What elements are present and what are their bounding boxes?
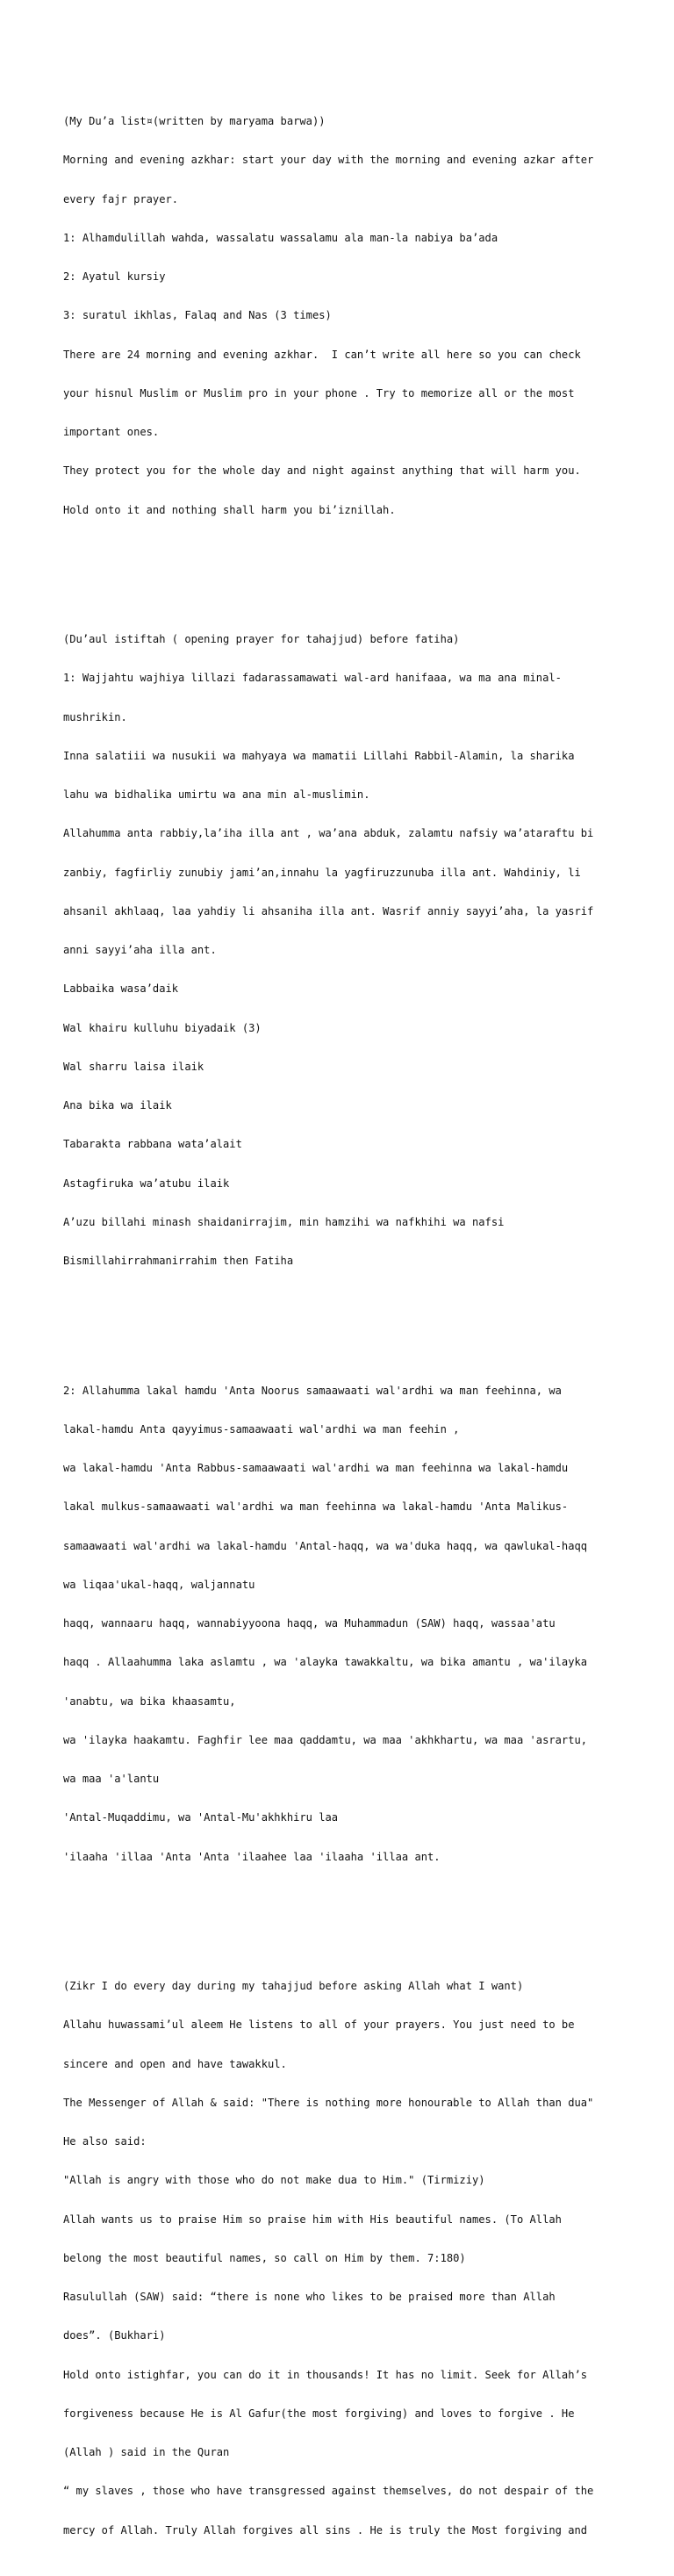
text-line: anni sayyi’aha illa ant. <box>63 944 217 956</box>
text-line: haqq, wannaaru haqq, wannabiyyoona haqq, wa Muhammadun (SAW) haqq, wassaa'atu <box>63 1617 556 1630</box>
text-line: haqq . Allaahumma laka aslamtu , wa 'alayka tawakkaltu, wa bika amantu , wa'ilayka <box>63 1656 588 1669</box>
text-line: Wal sharru laisa ilaik <box>63 1060 204 1073</box>
section-zikr <box>63 1954 616 2563</box>
text-line: Inna salatiii wa nusukii wa mahyaya wa mamatii Lillahi Rabbil-Alamin, la sharika <box>63 749 575 762</box>
text-line: lakal mulkus-samaawaati wal'ardhi wa man feehinna wa lakal-hamdu 'Anta Malikus- <box>63 1500 569 1514</box>
text-line: wa lakal-hamdu 'Anta Rabbus-samaawaati wal'ardhi wa man feehinna wa lakal-hamdu <box>63 1462 569 1474</box>
text-line: Allah wants us to praise Him so praise him with His beautiful names. (To Allah <box>63 2213 562 2226</box>
text-line: Ana bika wa ilaik <box>63 1099 172 1112</box>
text-line: every fajr prayer. <box>63 192 179 205</box>
text-line: 1: Wajjahtu wajhiya lillazi fadarassamawati wal-ard hanifaaa, wa ma ana minal- <box>63 672 562 685</box>
text-line: lahu wa bidhalika umirtu wa ana min al-muslimin. <box>63 788 370 801</box>
text-line: mushrikin. <box>63 710 127 723</box>
text-line: Allahumma anta rabbiy,la’iha illa ant , wa’ana abduk, zalamtu nafsiy wa’ataraftu bi <box>63 827 594 840</box>
text-line: Labbaika wasa’daik <box>63 982 179 996</box>
paragraph-spacer <box>63 1320 616 1333</box>
text-line: Allahu huwassami’ul aleem He listens to all of your prayers. You just need to be <box>63 2018 575 2032</box>
section-allahumma-lakal-hamdu <box>63 1358 616 1889</box>
text-line: A’uzu billahi minash shaidanirrajim, min hamzihi wa nafkhihi wa nafsi <box>63 1215 505 1228</box>
text-line: 'anabtu, wa bika khaasamtu, <box>63 1695 236 1708</box>
text-line: lakal-hamdu Anta qayyimus-samaawaati wal'ardhi wa man feehin , <box>63 1422 460 1436</box>
text-line: forgiveness because He is Al Gafur(the most forgiving) and loves to forgive . He <box>63 2407 575 2420</box>
text-line: 'ilaaha 'illaa 'Anta 'Anta 'ilaahee laa 'ilaaha 'illaa ant. <box>63 1850 441 1863</box>
text-line: Hold onto it and nothing shall harm you bi’iznillah. <box>63 503 396 516</box>
text-line: Rasulullah (SAW) said: “there is none who likes to be praised more than Allah <box>63 2291 556 2303</box>
text-line: important ones. <box>63 426 160 438</box>
text-line: “ my slaves , those who have transgressed against themselves, do not despair of the <box>63 2485 594 2498</box>
text-line: does”. (Bukhari) <box>63 2329 166 2342</box>
text-line: The Messenger of Allah & said: "There is nothing more honourable to Allah than dua" <box>63 2096 594 2109</box>
text-line: 3: suratul ikhlas, Falaq and Nas (3 times) <box>63 309 332 322</box>
text-line: wa maa 'a'lantu <box>63 1773 160 1785</box>
text-line: wa 'ilayka haakamtu. Faghfir lee maa qaddamtu, wa maa 'akhkhartu, wa maa 'asrartu, <box>63 1733 588 1746</box>
document-page <box>63 63 616 2576</box>
text-line: Morning and evening azkhar: start your day with the morning and evening azkar after <box>63 154 594 167</box>
text-line: Wal khairu kulluhu biyadaik (3) <box>63 1021 262 1034</box>
paragraph-spacer <box>63 568 616 581</box>
text-line: samaawaati wal'ardhi wa lakal-hamdu 'Antal-haqq, wa wa'duka haqq, wa qawlukal-haqq <box>63 1539 588 1552</box>
text-line: mercy of Allah. Truly Allah forgives all sins . He is truly the Most forgiving and <box>63 2523 588 2536</box>
text-line: "Allah is angry with those who do not make dua to Him." (Tirmiziy) <box>63 2174 485 2187</box>
section-istiftah <box>63 608 616 1294</box>
text-line: 'Antal-Muqaddimu, wa 'Antal-Mu'akhkhiru laa <box>63 1811 339 1824</box>
text-line: wa liqaa'ukal-haqq, waljannatu <box>63 1578 255 1591</box>
paragraph-spacer <box>63 1915 616 1928</box>
text-line: (Allah ) said in the Quran <box>63 2446 230 2458</box>
text-line: They protect you for the whole day and night against anything that will harm you. <box>63 464 581 478</box>
text-line: (My Du’a list¤(written by maryama barwa)) <box>63 115 326 127</box>
text-line: your hisnul Muslim or Muslim pro in your phone . Try to memorize all or the most <box>63 386 575 399</box>
text-line: (Zikr I do every day during my tahajjud before asking Allah what I want) <box>63 1980 524 1992</box>
text-line: belong the most beautiful names, so call on Him by them. 7:180) <box>63 2251 466 2264</box>
text-line: 2: Ayatul kursiy <box>63 270 166 283</box>
text-line: zanbiy, fagfirliy zunubiy jami’an,innahu la yagfiruzzunuba illa ant. Wahdiniy, li <box>63 866 581 879</box>
text-line: There are 24 morning and evening azkhar. I can’t write all here so you can check <box>63 348 581 361</box>
text-line: He also said: <box>63 2135 147 2148</box>
section-dua-list <box>63 90 616 543</box>
text-line: ahsanil akhlaaq, laa yahdiy li ahsaniha illa ant. Wasrif anniy sayyi’aha, la yasrif <box>63 904 594 917</box>
text-line: Hold onto istighfar, you can do it in thousands! It has no limit. Seek for Allah’s <box>63 2368 588 2381</box>
text-line: Bismillahirrahmanirrahim then Fatiha <box>63 1255 294 1267</box>
text-line: Tabarakta rabbana wata’alait <box>63 1138 242 1151</box>
text-line: 1: Alhamdulillah wahda, wassalatu wassalamu ala man-la nabiya ba’ada <box>63 231 498 244</box>
text-line: Astagfiruka wa’atubu ilaik <box>63 1176 230 1190</box>
text-line: (Du’aul istiftah ( opening prayer for tahajjud) before fatiha) <box>63 633 460 645</box>
text-line: sincere and open and have tawakkul. <box>63 2057 287 2070</box>
text-line: 2: Allahumma lakal hamdu 'Anta Noorus samaawaati wal'ardhi wa man feehinna, wa <box>63 1384 562 1397</box>
